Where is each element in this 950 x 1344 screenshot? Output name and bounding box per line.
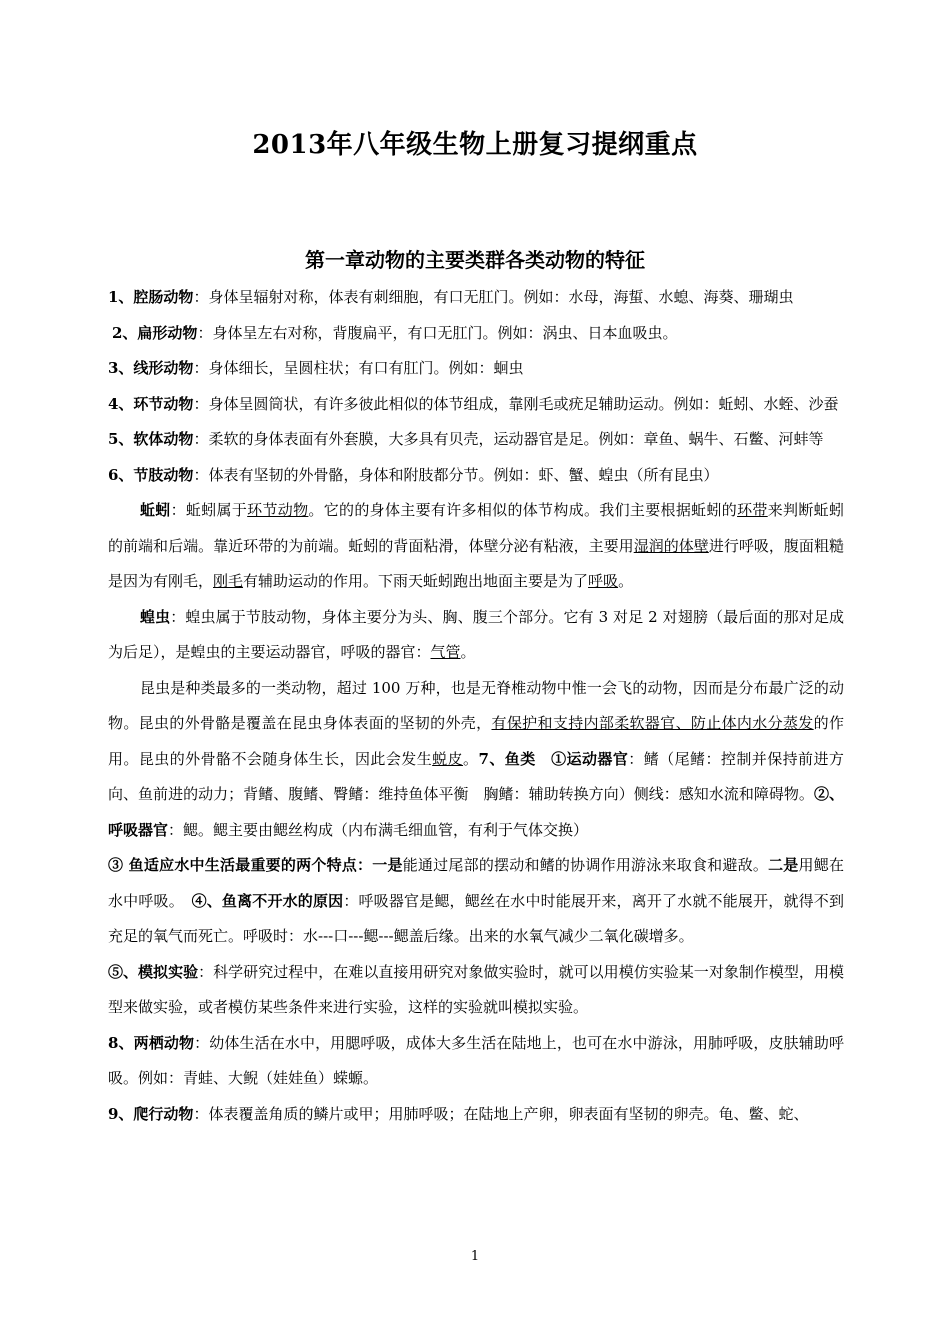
term-label: 4、环节动物 — [108, 394, 194, 413]
term-label: 9、爬行动物 — [108, 1104, 194, 1123]
document-title: 2013年八年级生物上册复习提纲重点 — [252, 130, 698, 160]
document-body — [108, 280, 844, 1132]
term-label: 8、两栖动物 — [108, 1033, 195, 1052]
term-label: 6、节肢动物 — [108, 465, 194, 484]
paragraph-flatworms: 2、扁形动物：身体呈左右对称，背腹扁平，有口无肛门。例如：涡虫、日本血吸虫。 — [112, 323, 678, 342]
chapter-heading: 第一章动物的主要类群各类动物的特征 — [305, 248, 645, 272]
paragraph-reptiles: 9、爬行动物：体表覆盖角质的鳞片或甲；用肺呼吸；在陆地上产卵，卵表面有坚韧的卵壳。龟、鳖、蛇、 — [108, 1104, 809, 1123]
paragraph-simulation: ⑤、模拟实验：科学研究过程中，在难以直接用研究对象做实验时，就可以用模仿实验某一对象制作模型，用模型来做实验，或者模仿某些条件来进行实验，这样的实验就叫模拟实验。 — [108, 962, 844, 1016]
paragraph-coelenterates: 1、腔肠动物：身体呈辐射对称，体表有刺细胞，有口无肛门。例如：水母，海蜇、水螅、海葵、珊瑚虫 — [108, 288, 794, 306]
term-label: 蝗虫 — [140, 607, 171, 626]
paragraph-roundworms: 3、线形动物：身体细长，呈圆柱状；有口有肛门。例如：蛔虫 — [108, 359, 524, 377]
paragraph-fish-adaptation: ③ 鱼适应水中生活最重要的两个特点：一是能通过尾部的摆动和鳍的协调作用游泳来取食和避敌。二是用鳃在水中呼吸。 ④、鱼离不开水的原因：呼吸器官是鳃，鳃丝在水中时能展开来，离开了水就不能展开，就得不到充足的氧气而死亡。呼吸时：水---口---鳃---鳃盖后缘。出来的水氧气减少二氧化碳增多。 — [108, 856, 844, 945]
term-label: 2、扁形动物 — [112, 323, 198, 342]
paragraph-annelids: 4、环节动物：身体呈圆筒状，有许多彼此相似的体节组成，靠刚毛或疣足辅助运动。例如：蚯蚓、水蛭、沙蚕 — [108, 394, 839, 413]
page-number: 1 — [470, 1249, 480, 1264]
paragraph-amphibians: 8、两栖动物：幼体生活在水中，用腮呼吸，成体大多生活在陆地上，也可在水中游泳，用肺呼吸，皮肤辅助呼吸。例如：青蛙、大鲵（娃娃鱼）蝾螈。 — [108, 1033, 844, 1087]
paragraph-locust: 蝗虫：蝗虫属于节肢动物，身体主要分为头、胸、腹三个部分。它有 3 对足 2 对翅膀（最后面的那对足成为后足），是蝗虫的主要运动器官，呼吸的器官：气管。 — [108, 607, 844, 661]
term-label: 3、线形动物 — [108, 359, 194, 377]
paragraph-mollusks: 5、软体动物：柔软的身体表面有外套膜，大多具有贝壳，运动器官是足。例如：章鱼、蜗牛、石鳖、河蚌等 — [108, 430, 824, 448]
term-label: 5、软体动物 — [108, 430, 194, 448]
paragraph-earthworm: 蚯蚓：蚯蚓属于环节动物。它的的身体主要有许多相似的体节构成。我们主要根据蚯蚓的环带来判断蚯蚓的前端和后端。靠近环带的为前端。蚯蚓的背面粘滑，体壁分泌有粘液，主要用湿润的体壁进行呼吸，腹面粗糙是因为有刚毛，刚毛有辅助运动的作用。下雨天蚯蚓跑出地面主要是为了呼吸。 — [108, 501, 844, 590]
paragraph-arthropods: 6、节肢动物：体表有坚韧的外骨骼，身体和附肢都分节。例如：虾、蟹、蝗虫（所有昆虫） — [108, 465, 719, 484]
paragraph-insects-fish: 昆虫是种类最多的一类动物，超过 100 万种，也是无脊椎动物中惟一会飞的动物，因而是分布最广泛的动物。昆虫的外骨骼是覆盖在昆虫身体表面的坚韧的外壳，有保护和支持内部柔软器官、防止体内水分蒸发的作用。昆虫的外骨骼不会随身体生长，因此会发生蜕皮。7、鱼类 ①运动器官：鳍（尾鳍：控制并保持前进方向、鱼前进的动力；背鳍、腹鳍、臀鳍：维持鱼体平衡 胸鳍：辅助转换方向）侧线：感知水流和障碍物。②、呼吸器官：鳃。鳃主要由鳃丝构成（内布满毛细血管，有利于气体交换） — [108, 678, 844, 839]
term-label: ⑤、模拟实验 — [108, 962, 199, 981]
term-label: 蚯蚓 — [140, 501, 171, 519]
term-label: 1、腔肠动物 — [108, 288, 194, 306]
